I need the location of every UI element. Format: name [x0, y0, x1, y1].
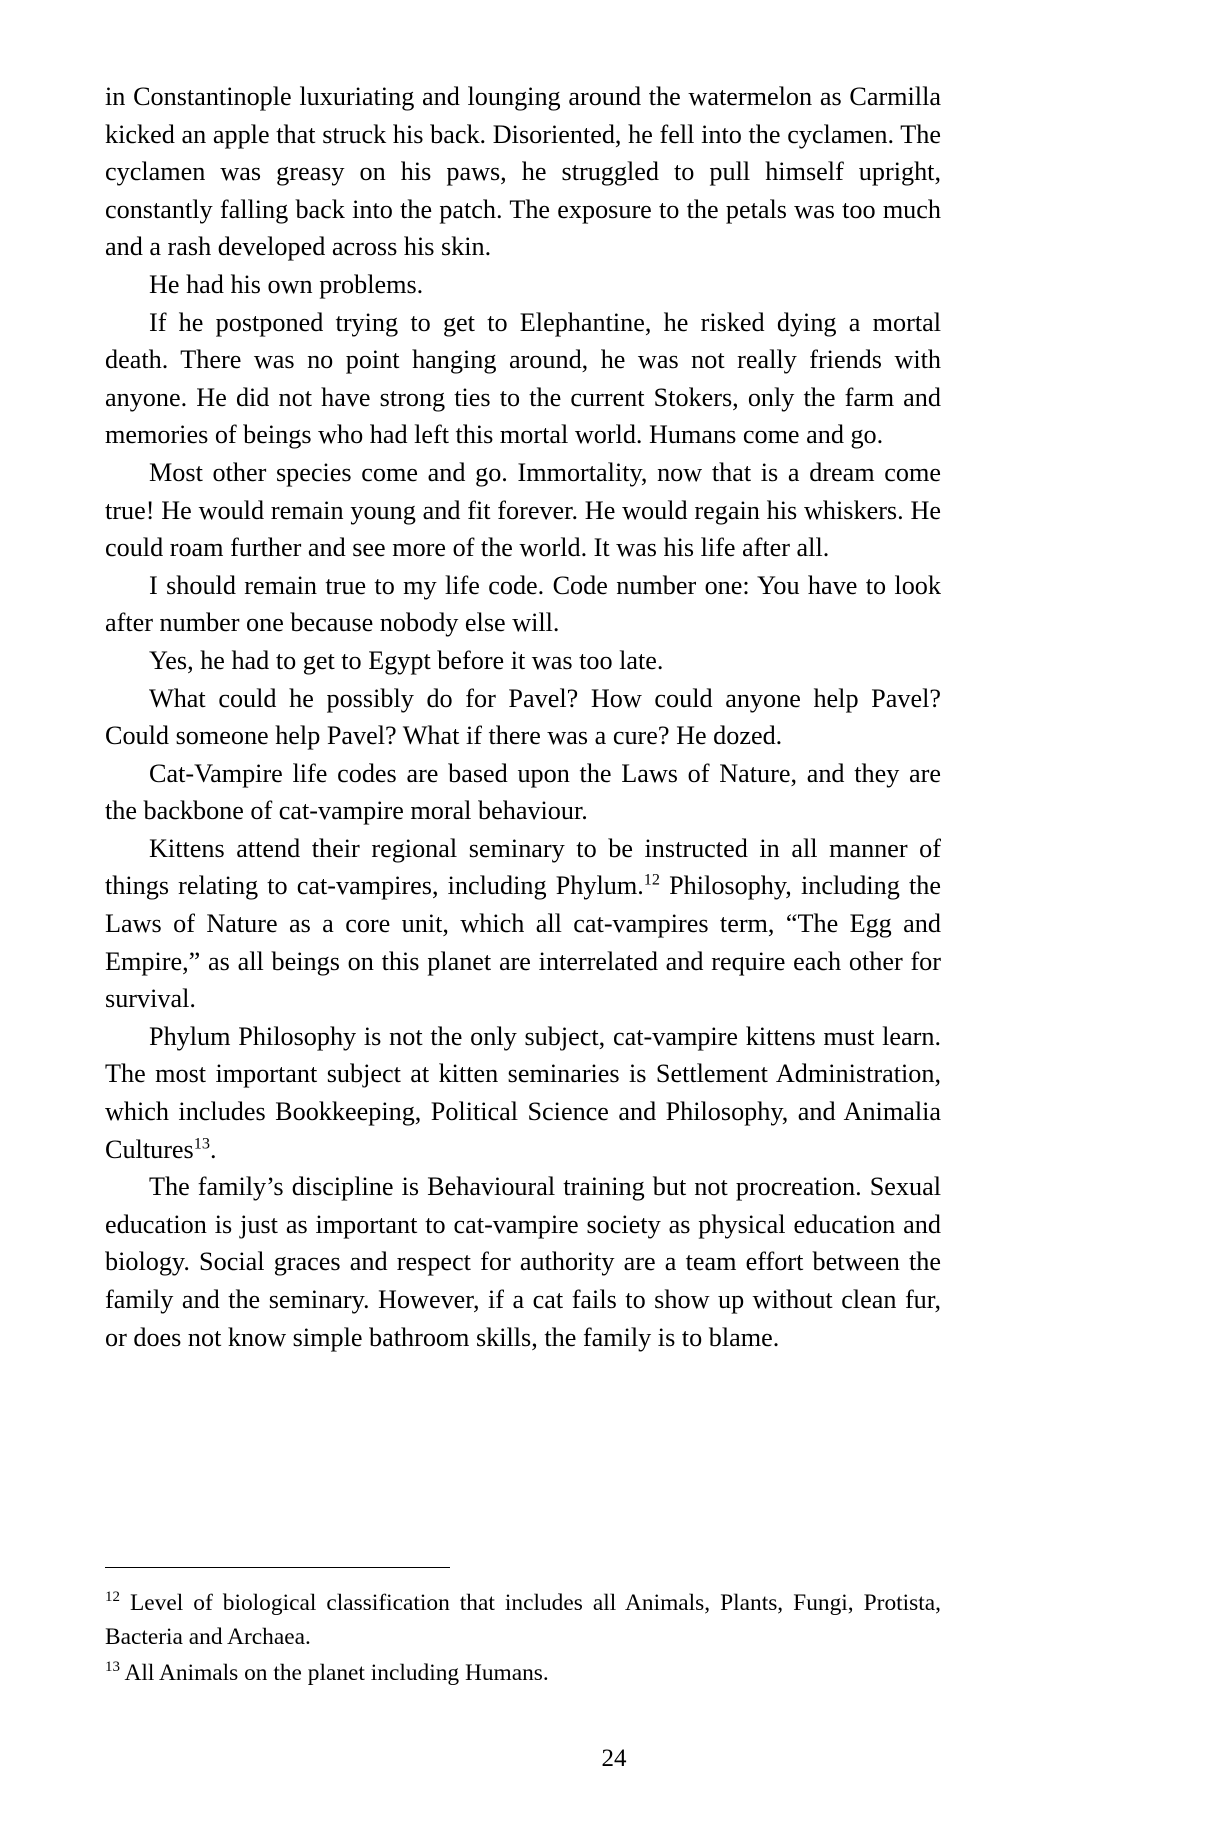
paragraph-1: in Constantinople luxuriating and lounging around the watermelon as Carmilla kicked an apple that struck his back. Disoriented, he fell into the cyclamen. The cyclamen was greasy on his paws, he struggled to pull himself upright, constantly falling back into the patch. The exposure to the petals was too much and a rash developed across his skin. [105, 82, 941, 262]
footnote-reference-12[interactable]: 12 [643, 870, 660, 889]
paragraph-9-text-before-footnote-ref: Kittens attend their regional seminary to be instructed in all manner of things relating to cat-vampires, including Phylum. [105, 833, 941, 901]
paragraph-4: Most other species come and go. Immortality, now that is a dream come true! He would remain young and fit forever. He would regain his whiskers. He could roam further and see more of the world. It was his life after all. [105, 457, 941, 563]
footnote-reference-13[interactable]: 13 [193, 1133, 210, 1152]
paragraph-10 [105, 1018, 941, 1168]
footnote-12 [105, 1586, 941, 1654]
footnote-marker-12: 12 [105, 1589, 120, 1606]
footnote-13-text: All Animals on the planet including Humans. [124, 1660, 549, 1686]
footnote-13 [105, 1656, 941, 1690]
paragraph-6: Yes, he had to get to Egypt before it was too late. [149, 645, 664, 675]
body-text-block [105, 78, 941, 1356]
footnote-separator-rule [105, 1567, 450, 1568]
paragraph-5: I should remain true to my life code. Code number one: You have to look after number one because nobody else will. [105, 570, 941, 638]
paragraph-11: The family’s discipline is Behavioural training but not procreation. Sexual education is just as important to cat-vampire society as physical education and biology. Social graces and respect for authority are a team effort between the family and the seminary. However, if a cat fails to show up without clean fur, or does not know simple bathroom skills, the family is to blame. [105, 1172, 941, 1352]
footnote-marker-13: 13 [105, 1659, 120, 1676]
paragraph-8: Cat-Vampire life codes are based upon the Laws of Nature, and they are the backbone of cat-vampire moral behaviour. [105, 758, 941, 826]
paragraph-2: He had his own problems. [149, 269, 424, 299]
paragraph-10-text-after-footnote-ref: . [209, 1134, 217, 1164]
footnote-12-text: Level of biological classification that includes all Animals, Plants, Fungi, Protista, Bacteria and Archaea. [105, 1590, 941, 1650]
paragraph-9 [105, 830, 941, 1018]
paragraph-7: What could he possibly do for Pavel? How could anyone help Pavel? Could someone help Pavel? What if there was a cure? He dozed. [105, 683, 941, 751]
paragraph-9-text-after-footnote-ref: Philosophy, including the Laws of Nature as a core unit, which all cat-vampires term, “The Egg and Empire,” as all beings on this planet are interrelated and require each other for survival. [105, 871, 941, 1014]
footnote-zone [105, 1567, 941, 1690]
page-number: 24 [601, 1745, 627, 1772]
paragraph-3: If he postponed trying to get to Elephantine, he risked dying a mortal death. There was no point hanging around, he was not really friends with anyone. He did not have strong ties to the current Stokers, only the farm and memories of beings who had left this mortal world. Humans come and go. [105, 307, 941, 450]
paragraph-10-text-before-footnote-ref: Phylum Philosophy is not the only subject, cat-vampire kittens must learn. The most important subject at kitten seminaries is Settlement Administration, which includes Bookkeeping, Political Science and Philosophy, and Animalia Cultures [105, 1021, 941, 1164]
